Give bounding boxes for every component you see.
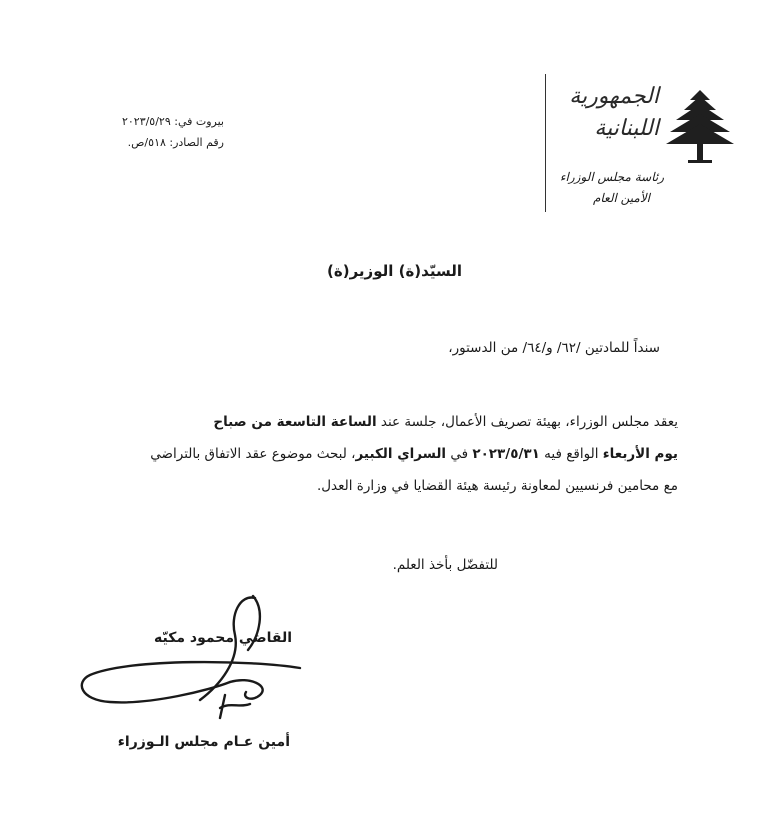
paragraph-meeting-line2: [150, 446, 678, 462]
meeting-intro: يعقد مجلس الوزراء، بهيئة تصريف الأعمال، جلسة عند: [376, 414, 678, 430]
meeting-day: يوم الأربعاء: [602, 446, 678, 462]
signatory-name: القاضي محمود مكيّه: [154, 630, 292, 646]
meeting-date: ٢٠٢٣/٥/٣١: [472, 446, 540, 462]
salutation: السيّد(ة) الوزير(ة): [327, 262, 462, 280]
meeting-connector: الواقع فيه: [539, 446, 603, 462]
republic-line1: الجمهورية: [569, 84, 659, 109]
signatory-title: أمين عـام مجلس الـوزراء: [117, 734, 290, 750]
secretary-general-label: الأمين العام: [592, 191, 650, 205]
paragraph-meeting-line3: مع محامين فرنسيين لمعاونة رئيسة هيئة القضايا في وزارة العدل.: [316, 478, 678, 494]
cedar-emblem-icon: [664, 86, 736, 166]
republic-calligraphy-logo: [553, 82, 663, 154]
date-line: بيروت في: ٢٠٢٣/٥/٢٩: [121, 115, 224, 128]
handwritten-signature: [70, 590, 330, 720]
meeting-time: الساعة التاسعة من صباح: [213, 414, 377, 430]
presidency-label: رئاسة مجلس الوزراء: [559, 170, 664, 184]
paragraph-meeting-line1: [213, 414, 678, 430]
meeting-subject: ، لبحث موضوع عقد الاتفاق بالتراضي: [150, 446, 356, 462]
reference-number: رقم الصادر: ٥١٨/ص.: [127, 136, 224, 149]
republic-line2: اللبنانية: [594, 116, 659, 141]
closing-line: للتفضّل بأخذ العلم.: [392, 557, 498, 573]
meeting-connector-2: في: [446, 446, 473, 462]
paragraph-constitution: سنداً للمادتين /٦٢/ و/٦٤/ من الدستور،: [448, 340, 660, 356]
meeting-place: السراي الكبير: [355, 446, 447, 462]
header-divider: [545, 74, 546, 212]
